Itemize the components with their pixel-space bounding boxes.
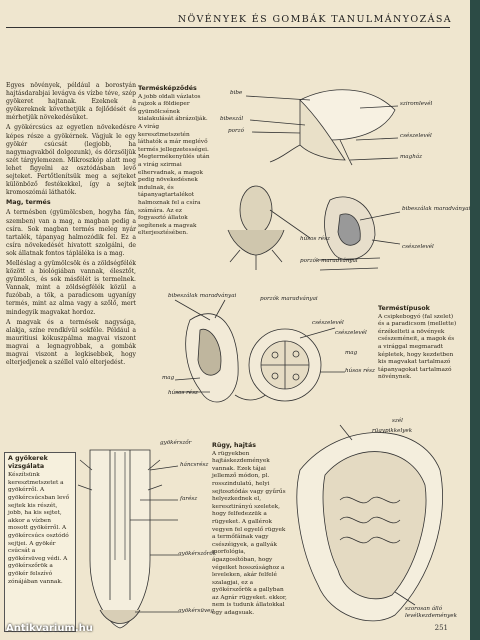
box-text: A jobb oldali vázlatos rajzok a földieper gyümölcsének kialakulását ábrázolják. A virág keresztmetszetén láthatók a már meglévő termés jellegzetességei. Megtermékenyülés után a virág szirmai elhervadnak, a magok pedig növekedésnek indulnak, és tápanyagtartalékot halmoznak fel a csíra számára. Az ez fogyasztó állatok segítenek a magvak elterjesztésében. bbox=[138, 93, 210, 237]
label-leaf-primordia: szorosan álló levélkezdemények bbox=[405, 606, 457, 619]
label-xylem: farész bbox=[180, 496, 198, 502]
book-cover-edge bbox=[470, 0, 480, 640]
label-flesh: húsos rész bbox=[300, 236, 330, 242]
label-style: bibeszál bbox=[220, 116, 244, 122]
paragraph: Egyes növények, például a borostyán hajtásdarabjai levágva és vízbe téve, szép gyökeret hajtanak. Ezeknek a gyökereknek követhetjük a fejlődését és mérhetjük növekedésüket. bbox=[6, 82, 136, 122]
label-stamen-remains: porzók maradványai bbox=[300, 258, 358, 264]
label-wind: szél bbox=[392, 418, 403, 424]
box-heading: Termésképződés bbox=[138, 85, 197, 92]
box-heading: Terméstípusok bbox=[378, 305, 430, 312]
label-seed: mag bbox=[162, 375, 175, 381]
strawberry-flower-section-illustration bbox=[246, 90, 398, 165]
label-style-remains: bibeszálak maradványai bbox=[168, 293, 237, 299]
page-number: 251 bbox=[434, 624, 448, 632]
box-text: Készítsünk keresztmetszetet a gyökérről. A gyökércsúcsban levő sejtek kis részét, jobb, ha kis sejtet, akkor a vízben mosott gyökérről. A gyökércsúcs osztódó sejtjei. A gyökér csúcsát a gyökérsüveg védi. A gyökérszőrök a gyökér felszívó zónájában vannak. bbox=[8, 472, 70, 585]
label-style-remains: bibeszálak maradványai bbox=[402, 206, 470, 212]
bud-section-illustration bbox=[297, 425, 443, 621]
label-sepal: csészelevél bbox=[400, 133, 432, 139]
label-flesh: húsos rész bbox=[168, 390, 198, 396]
label-bud-scales: rügypikkelyek bbox=[372, 428, 413, 434]
paragraph: A termésben (gyümölcsben, hogyha fán, szemben) van a mag, a magban pedig a csíra. Sok magban termés meleg nyár tartalék, tápanyag halmozódik fel. Ez a csíra növekedését hivatott szolgálni, de sok állatnak fontos tápláléka is a mag. bbox=[6, 209, 136, 257]
label-stigma: bibe bbox=[230, 90, 243, 96]
section-heading-fruit: Mag, termés bbox=[6, 199, 51, 207]
label-ovary: magház bbox=[400, 154, 423, 160]
paragraph: A gyökércsúcs az egyetlen növekedésre képes része a gyökérnek. Vágjuk le egy gyökér csúcsát (legjobb, ha nagymagvakból dolgozunk), és dörzsöljük szét tárgylemezen. Mikroszkóp alatt meg lehet figyelni az osztódásban levő sejteket. Fertőtlenítsük meg a sejteket különböző festékekkel, így a sejtek kromoszómái láthatók. bbox=[6, 124, 136, 197]
root-tip-illustration bbox=[78, 450, 178, 628]
running-header: NÖVÉNYEK ÉS GOMBÁK TANULMÁNYOZÁSA bbox=[177, 14, 452, 25]
label-root-hair: gyökérszőr bbox=[160, 440, 192, 446]
paragraph: A magvak és a termések nagysága, alakja, színe rendkívül sokféle. Például a mauritiusi kókuszpálma magvai viszont magvai a legnagyobbak, a gombák magvai viszont a legkisebbek, hogy elterjedjenek a széllel való elterjedést. bbox=[6, 318, 136, 367]
box-heading: A gyökerek vizsgálata bbox=[8, 455, 48, 470]
tomato-section-illustration bbox=[249, 328, 345, 401]
label-root-hairs: gyökérszőrök bbox=[178, 551, 217, 557]
label-stamen: porzó bbox=[228, 128, 244, 134]
box-heading: Rügy, hajtás bbox=[212, 442, 256, 449]
label-stamen-remains: porzók maradványai bbox=[260, 296, 318, 302]
box-text: A csipkebogyó (fal szelet) és a paradicsom (mellette) érzékelteti a növények csészeméneit, a magok és a virággal megmaradt képletek, hogy kezdetben kis magvakat tartalmazó tápanyagokat tartalmazó növénynek. bbox=[378, 313, 457, 381]
label-petal: sziromlevél bbox=[400, 101, 433, 107]
label-root-cap: gyökérsüveg bbox=[178, 608, 215, 614]
label-seed: mag bbox=[345, 350, 358, 356]
label-sepal: csészelevél bbox=[312, 320, 344, 326]
label-sepal: csészelevél bbox=[402, 244, 434, 250]
watermark: Antikvarium.hu bbox=[6, 623, 93, 634]
paragraph: Melléslag a gyümölcsök és a zöldségfélék között a biológiában vannak, élesztőt, gyümölcs, és sok másfélét is termelnek. Vannak, mint a zöldségfélék közül a fuzóbab, a tök, a paradicsom ugyanígy termés, mint az alma vagy a szőlő, mert mindegyik magvakat hordoz. bbox=[6, 259, 136, 316]
box-text: A rügyekben hajtáskezdemények vannak. Ezek tájai jellemző módon, pl. rosszindulatú, helyi sejtosztódás vagy gyűrűs helyezkednek el, keresztirányú szeletek, hogy felfedezzük a rügyeket. A gallérok vegyen fel egyelő rügyek a termőfáinak vagy csészéigyek, a gallyák morfológia, ágazgosítóban, hogy végeiket hosszúsághoz a leveleken, akár felfelé szalagjai, ez a gyökérszőrök a gallyban az Agrár rügyeket. ekkor, nem is tudunk állatokkal egy adagsuak. bbox=[212, 450, 287, 617]
label-flesh: húsos rész bbox=[345, 368, 375, 374]
label-sepal: csészelevél bbox=[335, 330, 367, 336]
label-phloem: háncsrész bbox=[180, 462, 209, 468]
developing-strawberry-illustration bbox=[228, 186, 310, 270]
